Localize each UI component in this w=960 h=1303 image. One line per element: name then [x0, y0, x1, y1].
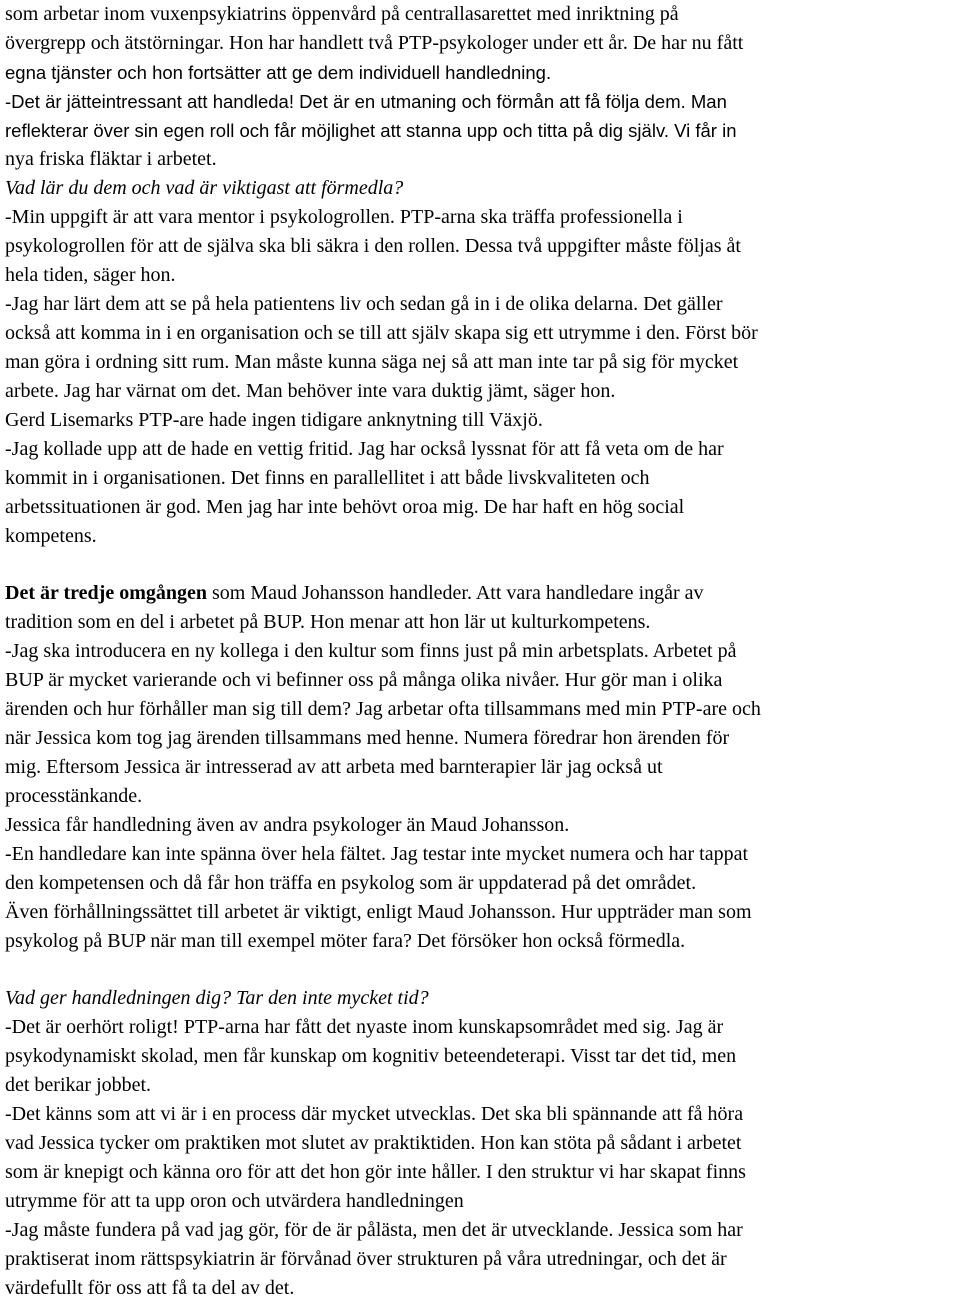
- text-line: [5, 1245, 957, 1274]
- text-segment: -Jag kollade upp att de hade en vettig fritid. Jag har också lyssnat för att få veta om de har: [5, 438, 724, 460]
- text-line: [5, 116, 957, 145]
- text-segment: hela tiden, säger hon.: [5, 264, 176, 286]
- text-line: [5, 406, 957, 435]
- paragraph-gap: [5, 551, 957, 579]
- text-segment: det berikar jobbet.: [5, 1074, 152, 1096]
- text-line: [5, 927, 957, 956]
- text-line: [5, 811, 957, 840]
- text-line: [5, 319, 957, 348]
- text-line: [5, 87, 957, 116]
- text-segment: som Maud Johansson handleder. Att vara handledare ingår av: [207, 582, 704, 604]
- paragraph-gap: [5, 956, 957, 984]
- text-segment: utrymme för att ta upp oron och utvärdera handledningen: [5, 1190, 464, 1212]
- text-line: [5, 724, 957, 753]
- text-segment: BUP är mycket varierande och vi befinner oss på många olika nivåer. Hur gör man i olika: [5, 669, 723, 691]
- text-line: [5, 753, 957, 782]
- text-segment: också att komma in i en organisation och se till att själv skapa sig ett utrymme i den. Först bör: [5, 322, 758, 344]
- text-line: [5, 522, 957, 551]
- text-segment: mig. Eftersom Jessica är intresserad av att arbeta med barnterapier lär jag också ut: [5, 756, 663, 778]
- text-line: [5, 348, 957, 377]
- interview-question: Vad lär du dem och vad är viktigast att förmedla?: [5, 177, 404, 199]
- text-segment: man göra i ordning sitt rum. Man måste kunna säga nej så att man inte tar på sig för mycket: [5, 351, 739, 373]
- text-line: [5, 666, 957, 695]
- text-line: [5, 1216, 957, 1245]
- text-line: [5, 145, 957, 174]
- text-line: [5, 608, 957, 637]
- text-line: [5, 898, 957, 927]
- text-segment: arbete. Jag har värnat om det. Man behöver inte vara duktig jämt, säger hon.: [5, 380, 616, 402]
- text-segment: -Min uppgift är att vara mentor i psykologrollen. PTP-arna ska träffa professionella i: [5, 206, 683, 228]
- text-segment: processtänkande.: [5, 785, 143, 807]
- text-segment: som arbetar inom vuxenpsykiatrins öppenvård på centrallasarettet med inriktning på: [5, 3, 679, 25]
- text-segment: -Det är oerhört roligt! PTP-arna har fått det nyaste inom kunskapsområdet med sig. Jag är: [5, 1016, 724, 1038]
- text-line: [5, 261, 957, 290]
- text-line: [5, 1158, 957, 1187]
- text-line: [5, 0, 957, 29]
- article-body: [5, 0, 957, 1303]
- text-line: [5, 1100, 957, 1129]
- text-line: [5, 1013, 957, 1042]
- text-segment: övergrepp och ätstörningar. Hon har handlett två PTP-psykologer under ett år. De har nu fått: [5, 32, 744, 54]
- text-line: [5, 464, 957, 493]
- text-segment: psykolog på BUP när man till exempel möter fara? Det försöker hon också förmedla.: [5, 930, 686, 952]
- text-segment: vad Jessica tycker om praktiken mot slutet av praktiktiden. Hon kan stöta på sådant i arbetet: [5, 1132, 742, 1154]
- lead-in-bold: Det är tredje omgången: [5, 582, 207, 604]
- text-segment: Jessica får handledning även av andra psykologer än Maud Johansson.: [5, 814, 570, 836]
- text-segment: Gerd Lisemarks PTP-are hade ingen tidigare anknytning till Växjö.: [5, 409, 543, 431]
- text-line: [5, 869, 957, 898]
- text-segment: -Jag ska introducera en ny kollega i den kultur som finns just på min arbetsplats. Arbetet på: [5, 640, 737, 662]
- text-line: [5, 1129, 957, 1158]
- text-line: [5, 1187, 957, 1216]
- text-line: [5, 29, 957, 58]
- text-segment: värdefullt för oss att få ta del av det.: [5, 1277, 295, 1299]
- text-line: [5, 377, 957, 406]
- text-line: [5, 232, 957, 261]
- text-segment: reflekterar över sin egen roll och får möjlighet att stanna upp och titta på dig själv. Vi får in: [5, 120, 737, 141]
- text-line: [5, 1071, 957, 1100]
- text-segment: -Jag måste fundera på vad jag gör, för de är pålästa, men det är utvecklande. Jessica som har: [5, 1219, 743, 1241]
- text-segment: som är knepigt och känna oro för att det hon gör inte håller. I den struktur vi har skapat finns: [5, 1161, 746, 1183]
- text-segment: -Det är jätteintressant att handleda! Det är en utmaning och förmån att få följa dem. Man: [5, 91, 727, 112]
- text-segment: när Jessica kom tog jag ärenden tillsammans med henne. Numera föredrar hon ärenden för: [5, 727, 730, 749]
- text-segment: kommit in i organisationen. Det finns en parallellitet i att både livskvaliteten och: [5, 467, 650, 489]
- text-segment: den kompetensen och då får hon träffa en psykolog som är uppdaterad på det området.: [5, 872, 697, 894]
- text-line: [5, 174, 957, 203]
- text-segment: Även förhållningssättet till arbetet är viktigt, enligt Maud Johansson. Hur uppträder man som: [5, 901, 752, 923]
- text-segment: -En handledare kan inte spänna över hela fältet. Jag testar inte mycket numera och har tappat: [5, 843, 749, 865]
- text-line: [5, 58, 957, 87]
- text-line: [5, 637, 957, 666]
- text-segment: -Det känns som att vi är i en process där mycket utvecklas. Det ska bli spännande att få höra: [5, 1103, 744, 1125]
- text-line: [5, 840, 957, 869]
- text-segment: psykologrollen för att de själva ska bli säkra i den rollen. Dessa två uppgifter måste följas åt: [5, 235, 741, 257]
- text-line: [5, 579, 957, 608]
- text-line: [5, 984, 957, 1013]
- text-line: [5, 695, 957, 724]
- text-line: [5, 290, 957, 319]
- text-segment: arbetssituationen är god. Men jag har inte behövt oroa mig. De har haft en hög social: [5, 496, 685, 518]
- text-segment: psykodynamiskt skolad, men får kunskap om kognitiv beteendeterapi. Visst tar det tid, men: [5, 1045, 737, 1067]
- text-segment: praktiserat inom rättspsykiatrin är förvånad över strukturen på våra utredningar, och det är: [5, 1248, 727, 1270]
- interview-question: Vad ger handledningen dig? Tar den inte mycket tid?: [5, 987, 429, 1009]
- text-segment: -Jag har lärt dem att se på hela patientens liv och sedan gå in i de olika delarna. Det gäller: [5, 293, 723, 315]
- text-segment: egna tjänster och hon fortsätter att ge dem individuell handledning.: [5, 62, 552, 83]
- text-segment: ärenden och hur förhåller man sig till dem? Jag arbetar ofta tillsammans med min PTP-are och: [5, 698, 761, 720]
- text-line: [5, 435, 957, 464]
- text-line: [5, 1042, 957, 1071]
- text-line: [5, 782, 957, 811]
- text-segment: kompetens.: [5, 525, 97, 547]
- text-line: [5, 493, 957, 522]
- text-line: [5, 203, 957, 232]
- text-segment: nya friska fläktar i arbetet.: [5, 148, 217, 170]
- text-segment: tradition som en del i arbetet på BUP. Hon menar att hon lär ut kulturkompetens.: [5, 611, 651, 633]
